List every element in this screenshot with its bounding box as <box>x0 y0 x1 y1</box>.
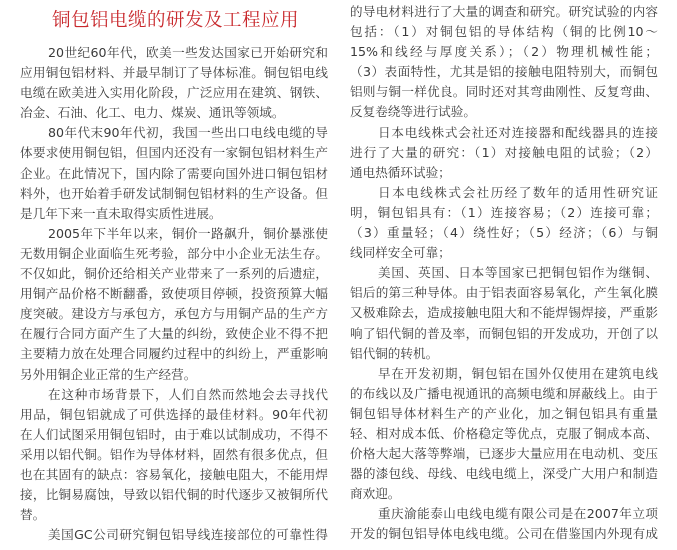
text-line: 美国、英国、日本等国家已把铜包铝作为继铜、 <box>378 265 658 281</box>
text-line: 在履行合同方面产生了大量的纠纷，致使企业不得不把 <box>20 326 328 342</box>
text-line: 在这种市场背景下，人们自然而然地会去寻找代 <box>48 386 328 402</box>
paragraph <box>350 504 658 544</box>
text-line: 商欢迎。 <box>350 486 401 502</box>
text-line: 重庆渝能泰山电线电缆有限公司是在2007年立项 <box>378 506 658 522</box>
paragraph <box>350 123 658 183</box>
text-line: 进行了大量的研究：（1）对接触电阻的试验；（2） <box>350 144 658 160</box>
text-line: 80年代末90年代初，我国一些出口电线电缆的导 <box>48 125 328 141</box>
text-line: （3）重量轻；（4）绕性好；（5）经济；（6）与铜 <box>350 225 658 241</box>
text-line: 2005年下半年以来，铜价一路飙升，铜价暴涨使 <box>48 225 328 241</box>
text-line: 开发的铜包铝导体电线电缆。公司在借鉴国内外现有成 <box>350 526 658 542</box>
left-column <box>20 43 328 545</box>
text-line: 的布线以及广播电视通讯的高频电缆和屏蔽线上。由于 <box>350 385 658 401</box>
text-line: 包括：（1）对铜包铝的导体结构（铜的比例10～ <box>350 24 658 40</box>
text-line: 在人们试图采用铜包铝时，由于难以试制成功，不得不 <box>20 426 328 442</box>
text-line: 不仅如此，铜价还给相关产业带来了一系列的后遗症， <box>20 266 328 282</box>
text-line: 又极难除去，造成接触电阻大和不能焊锡焊接，严重影 <box>350 305 658 321</box>
text-line: 日本电线株式会社还对连接器和配线器具的连接 <box>378 124 658 140</box>
text-line: 另外用铜企业正常的生产经营。 <box>20 366 197 382</box>
text-line: 体要求使用铜包铝，但国内还没有一家铜包铝材料生产 <box>20 145 328 161</box>
text-line: 20世纪60年代，欧美一些发达国家已开始研究和 <box>48 45 328 60</box>
text-line: 轻、相对成本低、价格稳定等优点，克服了铜成本高、 <box>350 425 658 441</box>
paragraph <box>20 224 328 385</box>
text-line: 价格大起大落等弊端，已逐步大量应用在电动机、变压 <box>350 446 658 462</box>
paragraph <box>350 364 658 505</box>
text-line: 采用以铝代铜。铝作为导体材料，固然有很多优点，但 <box>20 446 328 462</box>
paragraph <box>20 43 328 123</box>
paragraph <box>350 2 658 123</box>
text-line: 企业。在此情况下，国内除了需要向国外进口铜包铝材 <box>20 165 328 181</box>
paragraph <box>20 123 328 223</box>
text-line: 冶金、石油、化工、电力、煤炭、通讯等领域。 <box>20 105 285 121</box>
text-line: 替。 <box>20 507 46 523</box>
text-line: 美国GC公司研究铜包铝导线连接部位的可靠性得 <box>48 527 328 543</box>
paragraph <box>20 525 328 545</box>
right-column <box>350 2 658 545</box>
text-line: 响了铝代铜的普及率，而铜包铝的开发成功，开创了以 <box>350 325 658 341</box>
text-line: 用品，铜包铝就成了可供选择的最佳材料。90年代初 <box>20 406 328 422</box>
text-line: 应用铜包铝材料、并最早制订了导体标准。铜包铝电线 <box>20 65 328 81</box>
text-line: 的导电材料进行了大量的调查和研究。研究试验的内容 <box>350 4 658 19</box>
text-line: 通电热循环试验； <box>350 164 451 180</box>
paragraph <box>350 183 658 263</box>
text-line: 器的漆包线、母线、电线电缆上，深受广大用户和制造 <box>350 466 658 482</box>
text-line: 早在开发初期，铜包铝在国外仅使用在建筑电线 <box>378 365 658 381</box>
text-line: 反复卷绕等进行试验。 <box>350 104 476 120</box>
text-line: 铝代铜的转机。 <box>350 345 439 361</box>
text-line: 日本电线株式会社历经了数年的适用性研究证 <box>378 184 658 200</box>
text-line: 料外，也开始着手研发试制铜包铝材料的生产设备。但 <box>20 185 328 201</box>
text-line: 接，比铜易腐蚀，导致以铝代铜的时代逐步又被铜所代 <box>20 487 328 503</box>
article-title: 铜包铝电缆的研发及工程应用 <box>52 10 300 31</box>
paragraph <box>20 385 328 526</box>
text-line: 明，铜包铝具有：（1）连接容易；（2）连接可靠； <box>350 204 658 220</box>
text-line: 铝后的第三种导体。由于铝表面容易氧化，产生氧化膜 <box>350 285 658 301</box>
text-line: 电缆在欧美进入实用化阶段，广泛应用在建筑、钢铁、 <box>20 85 328 101</box>
text-line: 铝则与铜一样优良。同时还对其弯曲刚性、反复弯曲、 <box>350 84 658 100</box>
text-line: 铜包铝导体材料生产的产业化，加之铜包铝具有重量 <box>350 405 658 421</box>
text-line: 度突破。建设方与承包方，承包方与用铜产品的生产方 <box>20 306 328 322</box>
text-line: 15%和线经与厚度关系）；（2）物理机械性能； <box>350 44 658 60</box>
text-line: 主要精力放在处理合同履约过程中的纠纷上，严重影响 <box>20 346 328 362</box>
text-line: 是几年下来一直未取得实质性进展。 <box>20 205 222 221</box>
text-line: （3）表面特性，尤其是铝的接触电阻特别大，而铜包 <box>350 64 658 80</box>
text-line: 也在其固有的缺点：容易氧化，接触电阻大，不能用焊 <box>20 466 328 482</box>
text-line: 用铜产品价格不断翻番，致使项目停顿，投资预算大幅 <box>20 286 328 302</box>
text-line: 无数用铜企业面临生死考验，部分中小企业无法生存。 <box>20 245 328 261</box>
paragraph <box>350 263 658 363</box>
text-line: 线同样安全可靠； <box>350 245 451 261</box>
